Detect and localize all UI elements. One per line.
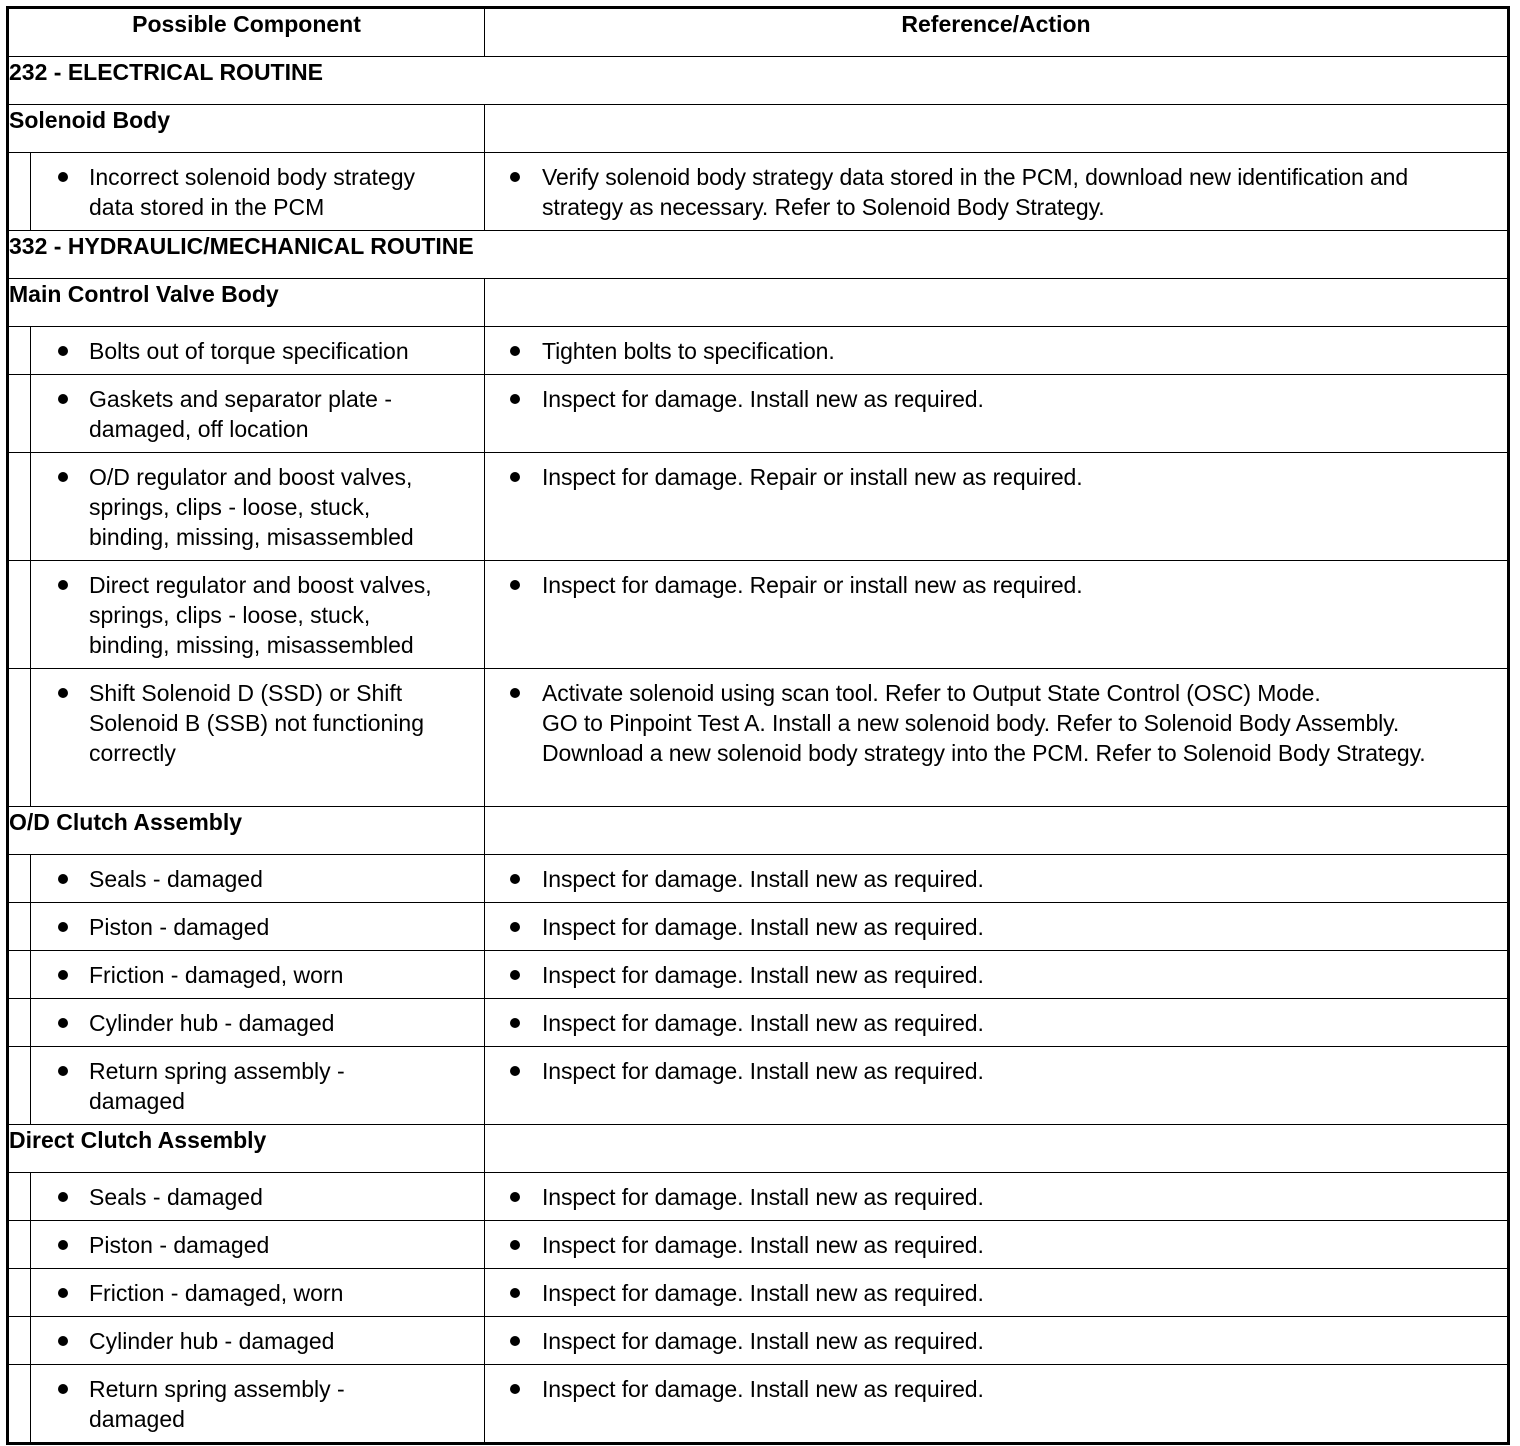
bullet-icon	[510, 1384, 520, 1394]
bullet-icon	[510, 346, 520, 356]
bullet-icon	[510, 1288, 520, 1298]
bullet-icon	[510, 1066, 520, 1076]
bullet-icon	[58, 874, 68, 884]
component-item	[31, 951, 484, 998]
action-cell	[485, 855, 1509, 903]
indent-cell	[8, 1269, 31, 1317]
table-row	[8, 561, 1509, 669]
indent-cell	[8, 855, 31, 903]
action-item	[485, 951, 1507, 998]
component-group-row	[8, 1125, 1509, 1173]
indent-cell	[8, 1173, 31, 1221]
table-row	[8, 327, 1509, 375]
table-row	[8, 375, 1509, 453]
component-text: Friction - damaged, worn	[89, 962, 344, 988]
action-text: Inspect for damage. Install new as required.	[542, 1010, 984, 1036]
component-text: Seals - damaged	[89, 1184, 263, 1210]
action-item	[485, 1047, 1507, 1094]
table-row	[8, 1317, 1509, 1365]
bullet-icon	[58, 580, 68, 590]
action-text: Inspect for damage. Install new as required.	[542, 914, 984, 940]
action-item	[485, 1269, 1507, 1316]
bullet-icon	[58, 472, 68, 482]
component-text: Return spring assembly - damaged	[89, 1058, 345, 1114]
component-item	[31, 669, 484, 776]
component-cell	[31, 375, 485, 453]
action-item	[485, 1221, 1507, 1268]
table-row	[8, 1047, 1509, 1125]
action-cell	[485, 327, 1509, 375]
component-cell	[31, 1173, 485, 1221]
action-text: Inspect for damage. Repair or install new as required.	[542, 572, 1083, 598]
component-text: Direct regulator and boost valves, springs, clips - loose, stuck, binding, missing, misassembled	[89, 572, 432, 658]
component-item	[31, 1365, 484, 1442]
action-text: Inspect for damage. Install new as required.	[542, 1280, 984, 1306]
action-cell	[485, 1047, 1509, 1125]
component-item	[31, 1221, 484, 1268]
bullet-icon	[510, 922, 520, 932]
table-row	[8, 1221, 1509, 1269]
indent-cell	[8, 561, 31, 669]
component-item	[31, 1269, 484, 1316]
component-cell	[31, 951, 485, 999]
action-text: Inspect for damage. Install new as required.	[542, 1376, 984, 1402]
component-item	[31, 153, 484, 230]
bullet-icon	[58, 1066, 68, 1076]
component-cell	[31, 1047, 485, 1125]
component-item	[31, 1173, 484, 1220]
component-text: Piston - damaged	[89, 914, 270, 940]
component-cell	[31, 561, 485, 669]
component-text: Seals - damaged	[89, 866, 263, 892]
component-cell	[31, 855, 485, 903]
action-text: Inspect for damage. Install new as required.	[542, 386, 984, 412]
action-item	[485, 561, 1507, 608]
action-cell	[485, 669, 1509, 807]
component-text: Cylinder hub - damaged	[89, 1328, 335, 1354]
action-item	[485, 153, 1507, 230]
action-text: Inspect for damage. Install new as required.	[542, 1058, 984, 1084]
component-cell	[31, 1269, 485, 1317]
component-cell	[31, 903, 485, 951]
indent-cell	[8, 669, 31, 807]
component-group-name: Main Control Valve Body	[8, 279, 485, 327]
bullet-icon	[58, 970, 68, 980]
bullet-icon	[58, 922, 68, 932]
table-row	[8, 951, 1509, 999]
routine-title: 232 - ELECTRICAL ROUTINE	[8, 57, 1509, 105]
component-group-row	[8, 279, 1509, 327]
component-item	[31, 1317, 484, 1364]
component-group-name: Solenoid Body	[8, 105, 485, 153]
table-row	[8, 669, 1509, 807]
empty-cell	[485, 1125, 1509, 1173]
empty-cell	[485, 279, 1509, 327]
action-item	[485, 669, 1507, 776]
indent-cell	[8, 951, 31, 999]
bullet-icon	[510, 1192, 520, 1202]
component-item	[31, 855, 484, 902]
bullet-icon	[510, 472, 520, 482]
action-item	[485, 1173, 1507, 1220]
indent-cell	[8, 1221, 31, 1269]
action-cell	[485, 153, 1509, 231]
action-cell	[485, 1173, 1509, 1221]
action-item	[485, 453, 1507, 500]
header-possible-component: Possible Component	[8, 8, 485, 57]
bullet-icon	[58, 172, 68, 182]
component-item	[31, 375, 484, 452]
component-cell	[31, 153, 485, 231]
indent-cell	[8, 327, 31, 375]
component-text: Return spring assembly - damaged	[89, 1376, 345, 1432]
action-cell	[485, 1317, 1509, 1365]
component-cell	[31, 327, 485, 375]
component-item	[31, 903, 484, 950]
component-text: Gaskets and separator plate - damaged, off location	[89, 386, 392, 442]
bullet-icon	[510, 688, 520, 698]
table-row	[8, 453, 1509, 561]
component-group-name: O/D Clutch Assembly	[8, 807, 485, 855]
bullet-icon	[510, 1018, 520, 1028]
action-cell	[485, 561, 1509, 669]
action-item	[485, 375, 1507, 422]
indent-cell	[8, 153, 31, 231]
action-item	[485, 1365, 1507, 1412]
table-row	[8, 1269, 1509, 1317]
bullet-icon	[58, 394, 68, 404]
component-item	[31, 1047, 484, 1124]
action-cell	[485, 951, 1509, 999]
action-text: Activate solenoid using scan tool. Refer to Output State Control (OSC) Mode. GO to Pinpoint Test A. Install a new solenoid body. Refer to Solenoid Body Assembly. Download a new solenoid body strategy into the PCM. Refer to Solenoid Body Strategy.	[542, 680, 1426, 766]
indent-cell	[8, 1365, 31, 1444]
bullet-icon	[510, 1240, 520, 1250]
routine-row	[8, 57, 1509, 105]
action-text: Inspect for damage. Install new as required.	[542, 1184, 984, 1210]
empty-cell	[485, 105, 1509, 153]
component-cell	[31, 453, 485, 561]
table-row	[8, 999, 1509, 1047]
action-text: Inspect for damage. Install new as required.	[542, 1232, 984, 1258]
component-cell	[31, 669, 485, 807]
bullet-icon	[58, 1192, 68, 1202]
action-text: Inspect for damage. Repair or install new as required.	[542, 464, 1083, 490]
bullet-icon	[510, 172, 520, 182]
bullet-icon	[58, 1336, 68, 1346]
indent-cell	[8, 375, 31, 453]
bullet-icon	[58, 1288, 68, 1298]
component-item	[31, 561, 484, 668]
component-cell	[31, 1365, 485, 1444]
bullet-icon	[510, 580, 520, 590]
component-text: Shift Solenoid D (SSD) or Shift Solenoid B (SSB) not functioning correctly	[89, 680, 424, 766]
diagnostic-table	[6, 6, 1510, 1445]
indent-cell	[8, 453, 31, 561]
table-row	[8, 153, 1509, 231]
action-item	[485, 903, 1507, 950]
component-cell	[31, 1221, 485, 1269]
action-item	[485, 1317, 1507, 1364]
component-text: Incorrect solenoid body strategy data stored in the PCM	[89, 164, 416, 220]
component-item	[31, 327, 484, 374]
routine-title: 332 - HYDRAULIC/MECHANICAL ROUTINE	[8, 231, 1509, 279]
bullet-icon	[58, 346, 68, 356]
action-text: Verify solenoid body strategy data stored in the PCM, download new identification and strategy as necessary. Refer to Solenoid Body Strategy.	[542, 164, 1409, 220]
bullet-icon	[58, 1018, 68, 1028]
table-row	[8, 903, 1509, 951]
indent-cell	[8, 1047, 31, 1125]
component-text: Piston - damaged	[89, 1232, 270, 1258]
bullet-icon	[58, 1240, 68, 1250]
table-row	[8, 855, 1509, 903]
indent-cell	[8, 1317, 31, 1365]
action-text: Tighten bolts to specification.	[542, 338, 835, 364]
action-text: Inspect for damage. Install new as required.	[542, 866, 984, 892]
component-cell	[31, 999, 485, 1047]
header-row	[8, 8, 1509, 57]
action-cell	[485, 375, 1509, 453]
action-text: Inspect for damage. Install new as required.	[542, 1328, 984, 1354]
action-cell	[485, 1269, 1509, 1317]
action-cell	[485, 1221, 1509, 1269]
action-cell	[485, 453, 1509, 561]
action-cell	[485, 1365, 1509, 1444]
empty-cell	[485, 807, 1509, 855]
component-item	[31, 453, 484, 560]
component-item	[31, 999, 484, 1046]
component-text: Cylinder hub - damaged	[89, 1010, 335, 1036]
component-group-row	[8, 105, 1509, 153]
component-group-name: Direct Clutch Assembly	[8, 1125, 485, 1173]
action-item	[485, 999, 1507, 1046]
component-text: O/D regulator and boost valves, springs, clips - loose, stuck, binding, missing, misassembled	[89, 464, 414, 550]
action-text: Inspect for damage. Install new as required.	[542, 962, 984, 988]
header-reference-action: Reference/Action	[485, 8, 1509, 57]
action-item	[485, 327, 1507, 374]
indent-cell	[8, 999, 31, 1047]
bullet-icon	[510, 874, 520, 884]
action-item	[485, 855, 1507, 902]
table-body	[8, 57, 1509, 1444]
bullet-icon	[510, 970, 520, 980]
component-text: Friction - damaged, worn	[89, 1280, 344, 1306]
action-cell	[485, 999, 1509, 1047]
bullet-icon	[58, 688, 68, 698]
indent-cell	[8, 903, 31, 951]
routine-row	[8, 231, 1509, 279]
component-cell	[31, 1317, 485, 1365]
bullet-icon	[58, 1384, 68, 1394]
table-row	[8, 1365, 1509, 1444]
action-cell	[485, 903, 1509, 951]
component-group-row	[8, 807, 1509, 855]
bullet-icon	[510, 1336, 520, 1346]
component-text: Bolts out of torque specification	[89, 338, 409, 364]
table-row	[8, 1173, 1509, 1221]
bullet-icon	[510, 394, 520, 404]
